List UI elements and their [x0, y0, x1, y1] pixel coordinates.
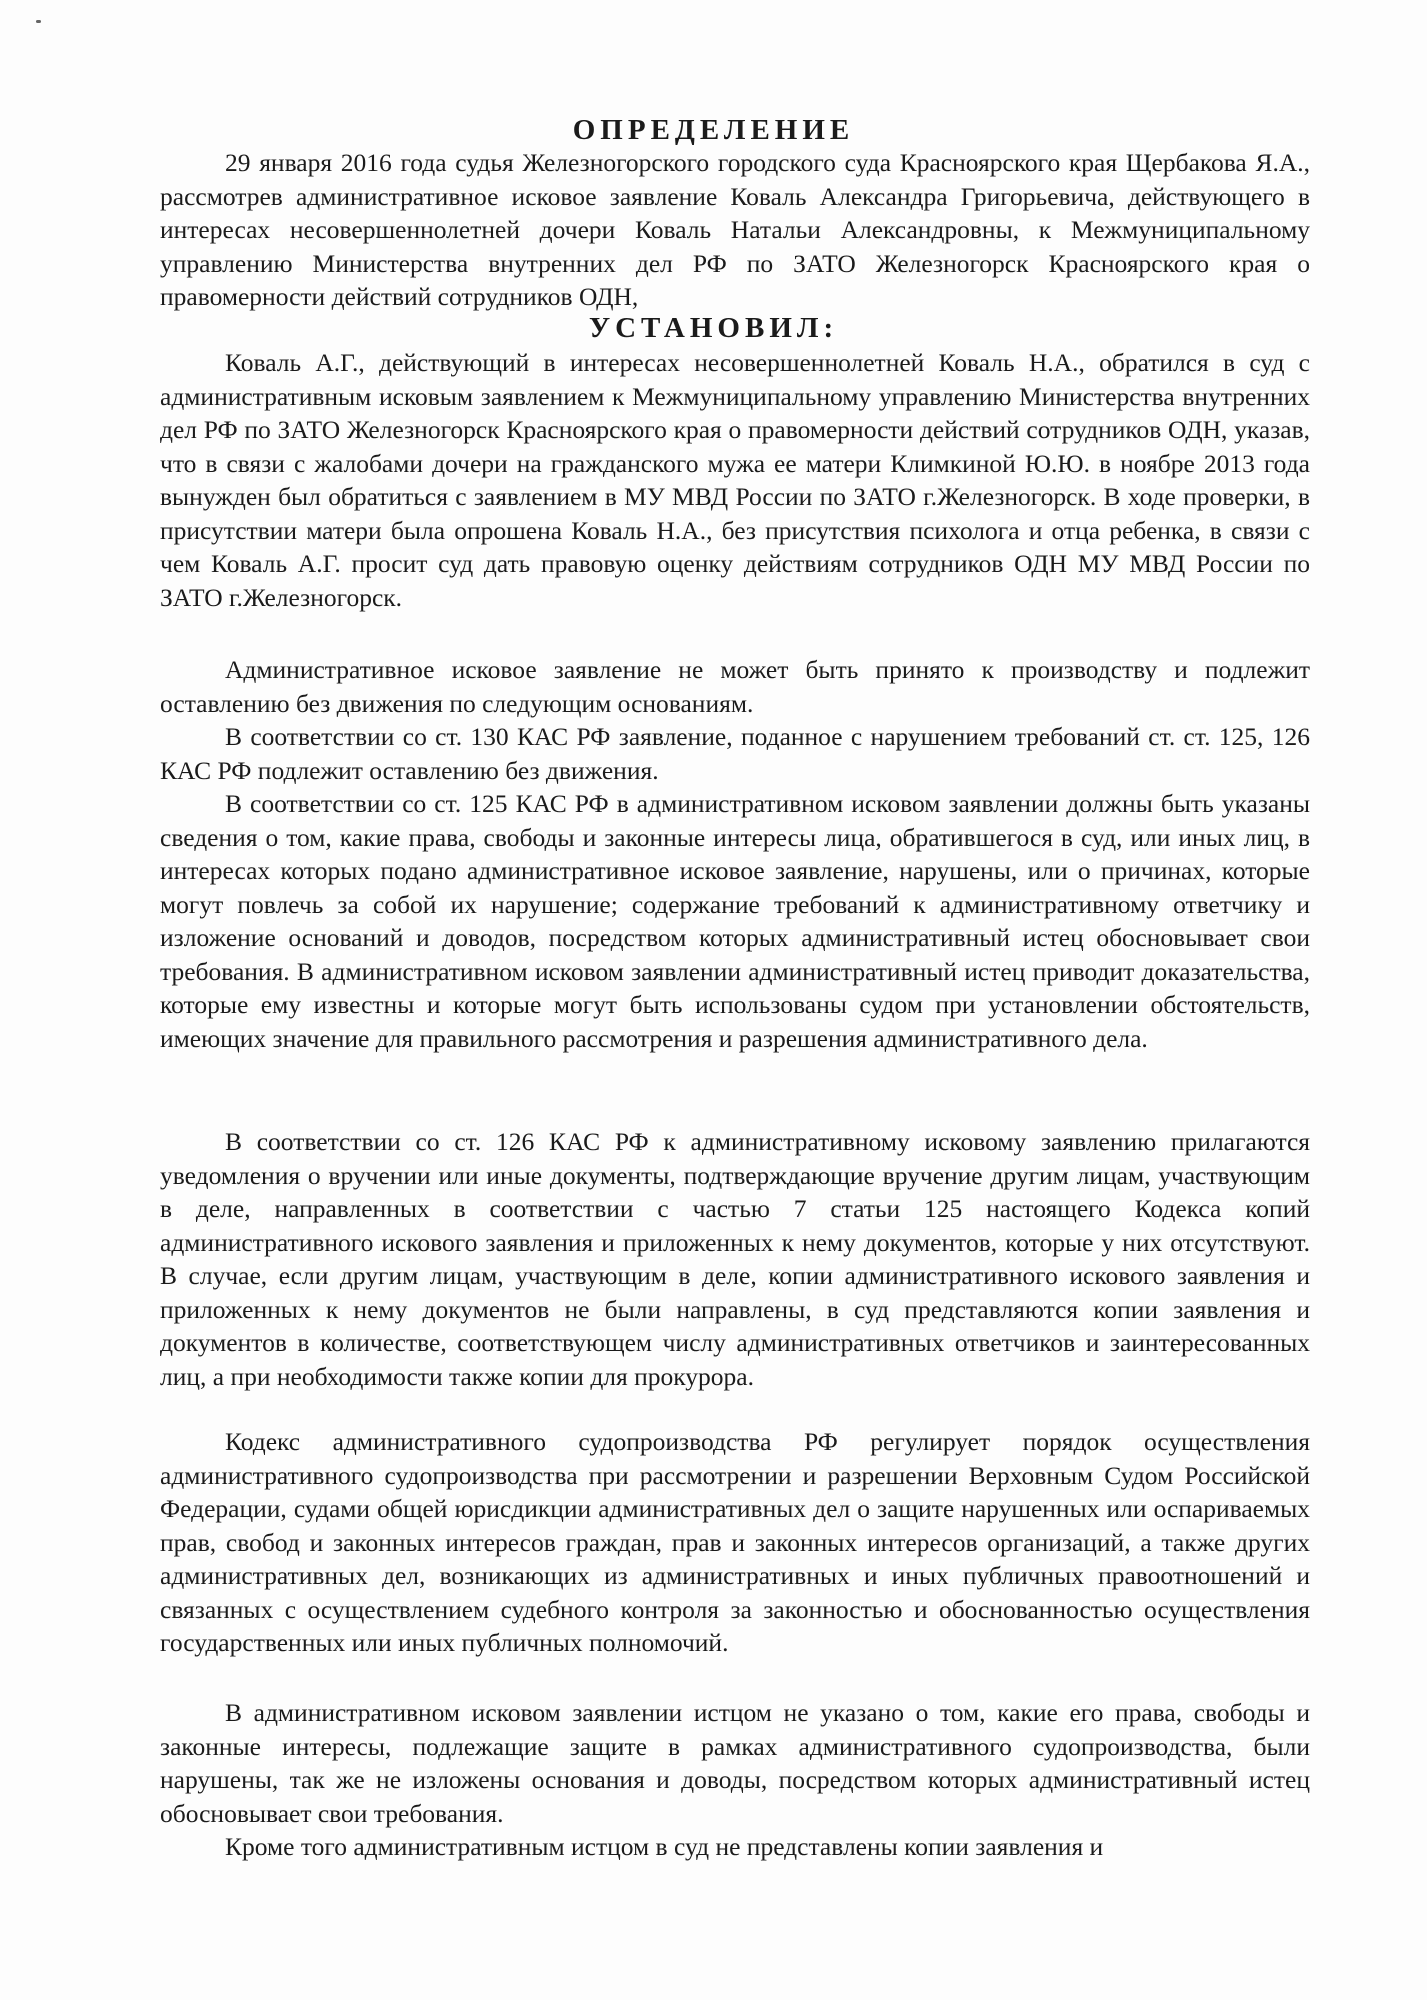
paragraph-art-126: В соответствии со ст. 126 КАС РФ к административному исковому заявлению прилагаются уведомления о вручении или иные документы, подтверждающие вручение другим лицам, участвующим в деле, направленных в соответствии с частью 7 статьи 125 настоящего Кодекса копий административного искового заявления и приложенных к нему документов, которые у них отсутствуют. В случае, если другим лицам, участвующим в деле, копии административного искового заявления и приложенных к нему документов не были направлены, в суд представляются копии заявления и документов в количестве, соответствующем числу административных ответчиков и заинтересованных лиц, а при необходимости также копии для прокурора.: [160, 1127, 1310, 1391]
established-heading: УСТАНОВИЛ:: [588, 312, 839, 344]
paragraph-defects: В административном исковом заявлении истцом не указано о том, какие его права, свободы и законные интересы, подлежащие защите в рамках административного судопроизводства, были нарушены, так же не изложены основания и доводы, посредством которых административный истец обосновывает свои требования.: [160, 1698, 1310, 1828]
paragraph-code-scope: Кодекс административного судопроизводства РФ регулирует порядок осуществления административного судопроизводства при рассмотрении и разрешении Верховным Судом Российской Федерации, судами общей юрисдикции административных дел о защите нарушенных или оспариваемых прав, свобод и законных интересов граждан, прав и законных интересов организаций, а также других административных дел, возникающих из административных и иных публичных правоотношений и связанных с осуществлением судебного контроля за законностью и обоснованностью осуществления государственных или иных публичных полномочий.: [160, 1427, 1310, 1657]
paragraph-additional: Кроме того административным истцом в суд не представлены копии заявления и: [225, 1832, 1104, 1861]
paragraph-art-125: В соответствии со ст. 125 КАС РФ в административном исковом заявлении должны быть указаны сведения о том, какие права, свободы и законные интересы лица, обратившегося в суд, или иных лиц, в интересах которых подано административное исковое заявление, нарушены, или о причинах, которые могут повлечь за собой их нарушение; содержание требований к административному ответчику и изложение оснований и доводов, посредством которых административный истец обосновывает свои требования. В административном исковом заявлении административный истец приводит доказательства, которые ему известны и которые могут быть использованы судом при установлении обстоятельств, имеющих значение для правильного рассмотрения и разрешения административного дела.: [160, 789, 1310, 1053]
scan-speck: [36, 20, 41, 23]
paragraph-art-130: В соответствии со ст. 130 КАС РФ заявление, поданное с нарушением требований ст. ст. 125, 126 КАС РФ подлежит оставлению без движения.: [160, 722, 1310, 785]
paragraph-claim: Коваль А.Г., действующий в интересах несовершеннолетней Коваль Н.А., обратился в суд с административным исковым заявлением к Межмуниципальному управлению Министерства внутренних дел РФ по ЗАТО Железногорск Красноярского края о правомерности действий сотрудников ОДН, указав, что в связи с жалобами дочери на гражданского мужа ее матери Климкиной Ю.Ю. в ноябре 2013 года вынужден был обратиться с заявлением в МУ МВД России по ЗАТО г.Железногорск. В ходе проверки, в присутствии матери была опрошена Коваль Н.А., без присутствия психолога и отца ребенка, в связи с чем Коваль А.Г. просит суд дать правовую оценку действиям сотрудников ОДН МУ МВД России по ЗАТО г.Железногорск.: [160, 348, 1310, 612]
document-title: ОПРЕДЕЛЕНИЕ: [572, 114, 855, 146]
paragraph-grounds: Административное исковое заявление не может быть принято к производству и подлежит оставлению без движения по следующим основаниям.: [160, 655, 1310, 718]
intro-paragraph: 29 января 2016 года судья Железногорского городского суда Красноярского края Щербакова Я.А., рассмотрев административное исковое заявление Коваль Александра Григорьевича, действующего в интересах несовершеннолетней дочери Коваль Натальи Александровны, к Межмуниципальному управлению Министерства внутренних дел РФ по ЗАТО Железногорск Красноярского края о правомерности действий сотрудников ОДН,: [160, 148, 1310, 311]
